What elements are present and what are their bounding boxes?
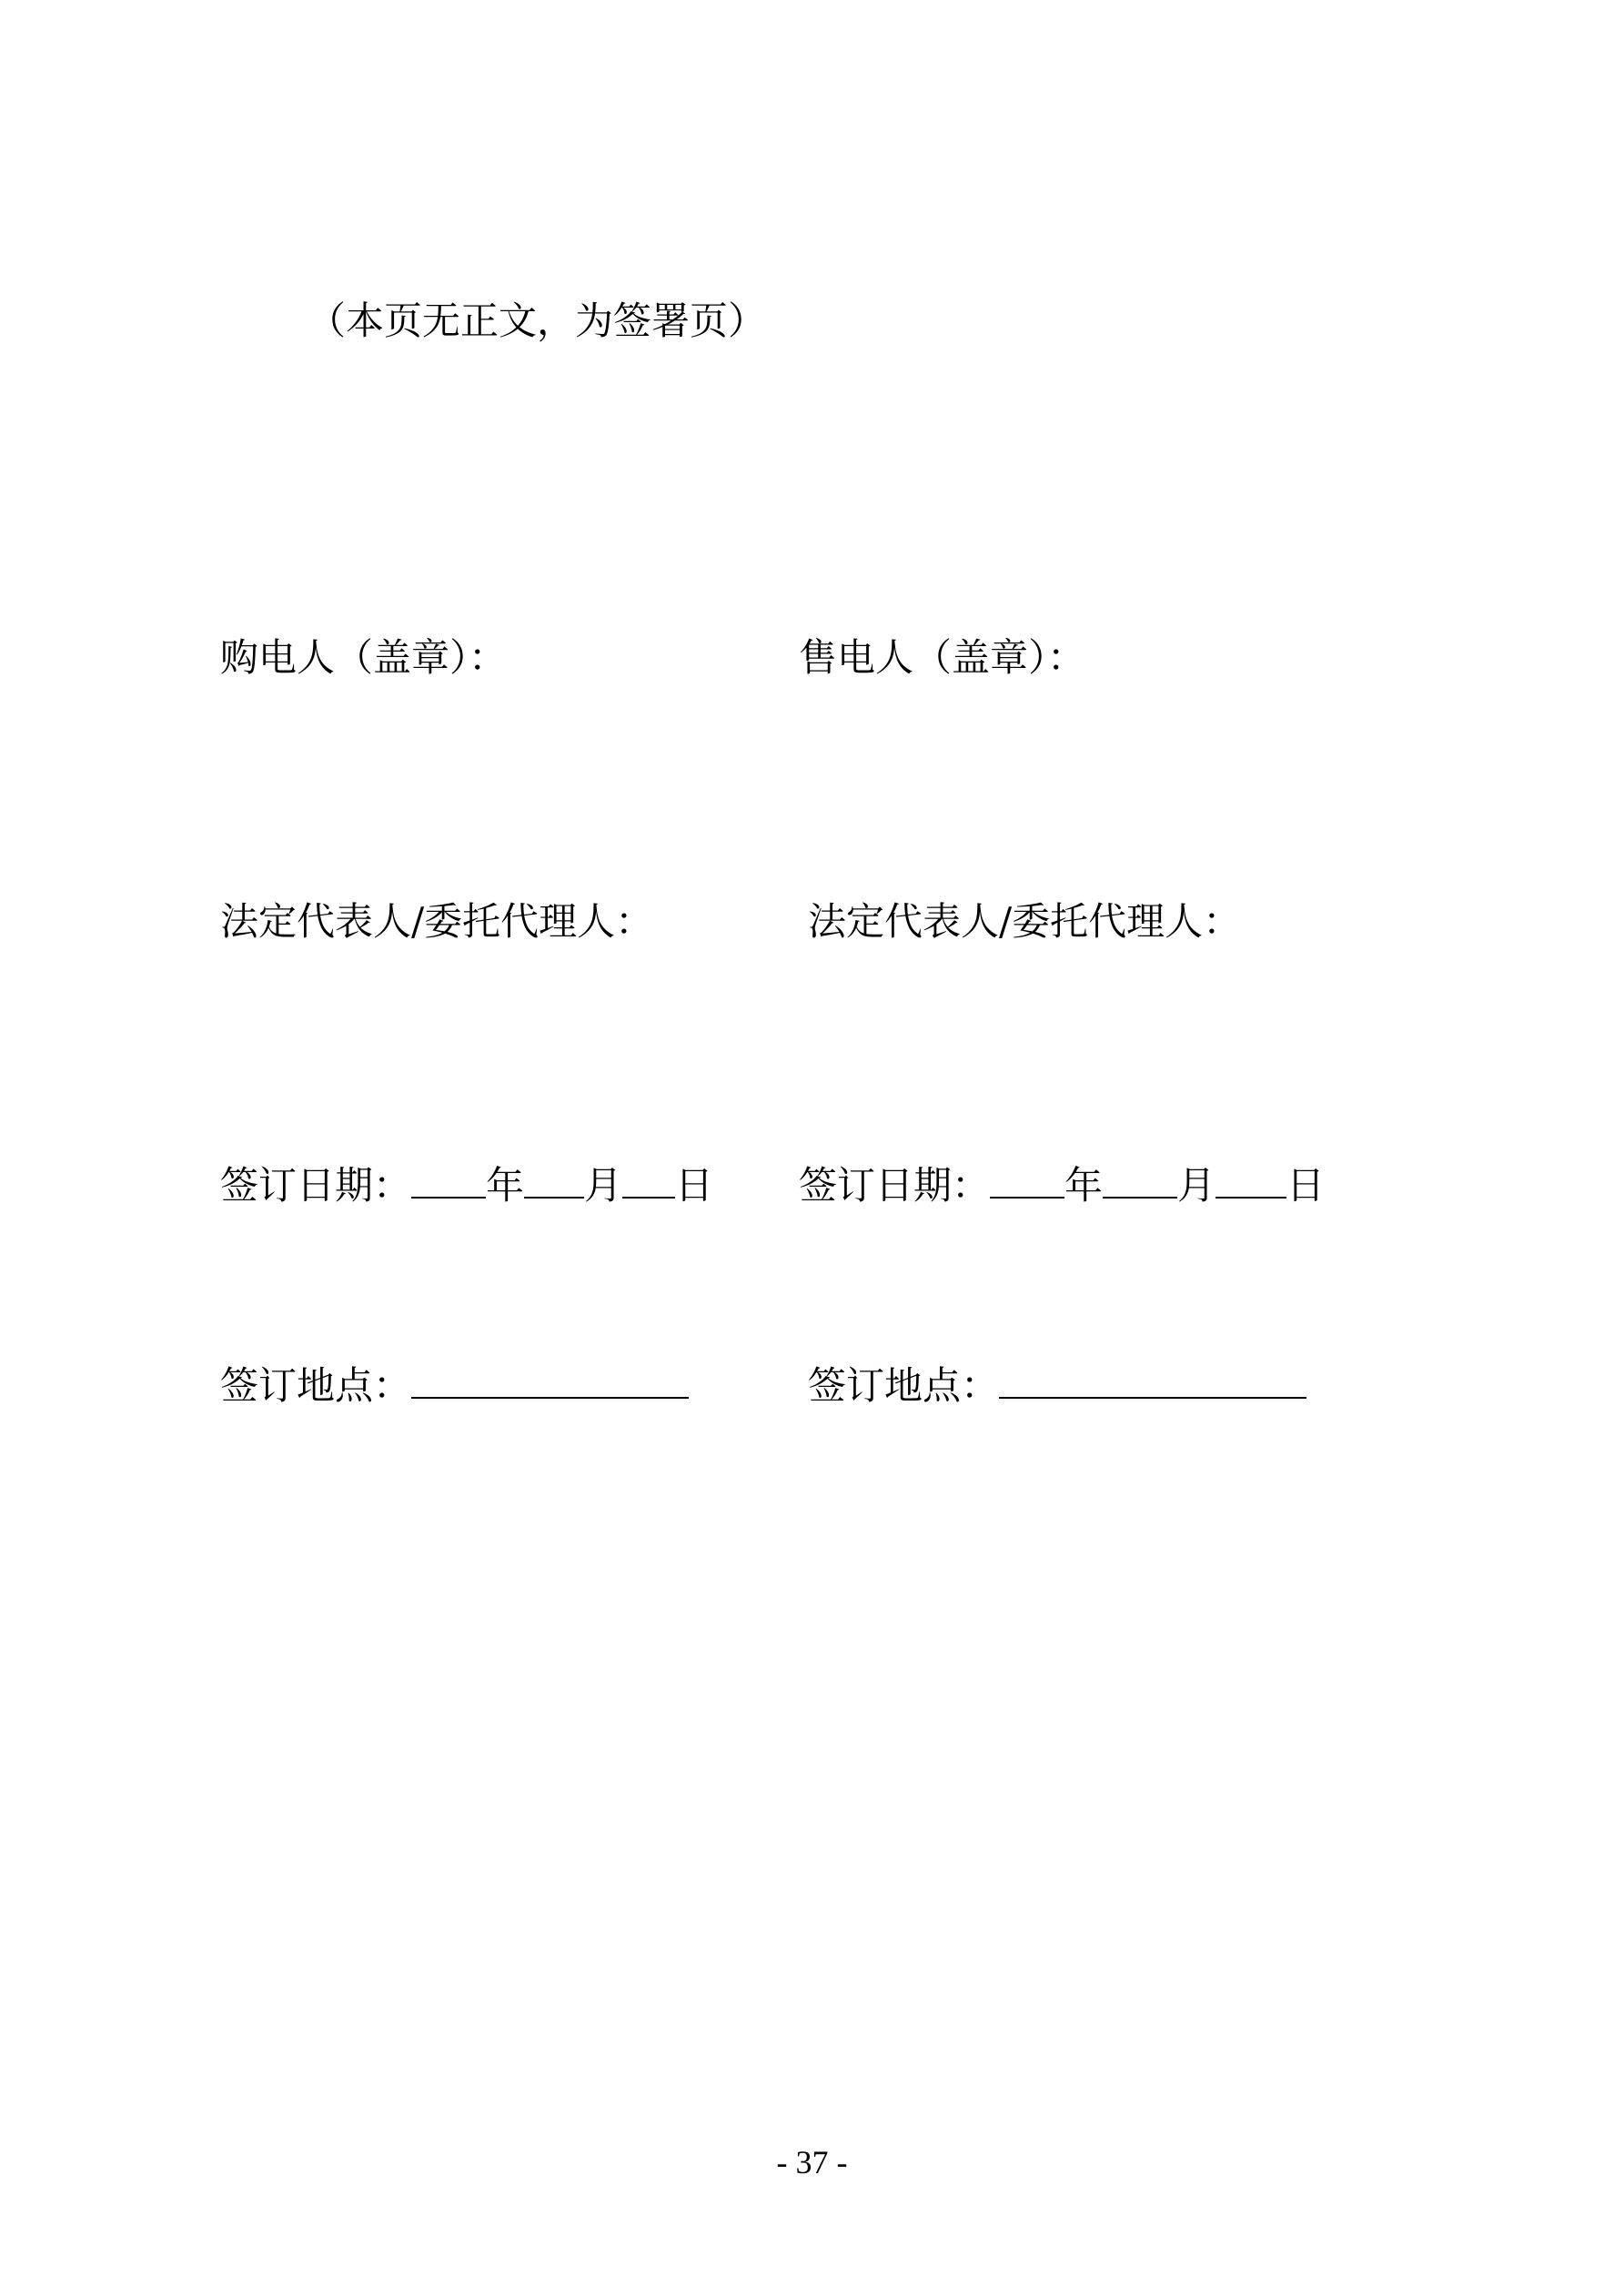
seller-sign-date-label: 签订日期：	[799, 1163, 991, 1208]
page-number: - 37 -	[776, 2144, 848, 2180]
buyer-month-label: 月	[584, 1163, 623, 1208]
seller-seal-label: 售电人（盖章）：	[799, 635, 1086, 680]
seller-sign-place	[808, 1360, 1306, 1411]
seller-year-blank[interactable]	[990, 1160, 1064, 1199]
buyer-sign-date	[220, 1160, 713, 1211]
buyer-month-blank[interactable]	[524, 1160, 584, 1199]
seller-sign-date	[799, 1160, 1325, 1211]
seller-day-label: 日	[1286, 1163, 1326, 1208]
buyer-seal-label: 购电人（盖章）：	[220, 635, 508, 680]
buyer-representative-label: 法定代表人/委托代理人：	[220, 899, 654, 944]
seller-sign-place-blank[interactable]	[999, 1360, 1306, 1399]
seller-sign-place-label: 签订地点：	[808, 1363, 1000, 1408]
buyer-sign-place-blank[interactable]	[411, 1360, 689, 1399]
buyer-sign-date-label: 签订日期：	[220, 1163, 412, 1208]
buyer-sign-place	[220, 1360, 689, 1411]
buyer-day-label: 日	[675, 1163, 714, 1208]
seller-day-blank[interactable]	[1215, 1160, 1286, 1199]
seller-month-label: 月	[1177, 1163, 1216, 1208]
seller-month-blank[interactable]	[1103, 1160, 1177, 1199]
buyer-day-blank[interactable]	[622, 1160, 675, 1199]
seller-year-label: 年	[1064, 1163, 1104, 1208]
buyer-year-label: 年	[486, 1163, 525, 1208]
no-body-notice: （本页无正文，为签署页）	[308, 298, 767, 343]
seller-representative-label: 法定代表人/委托代理人：	[808, 899, 1242, 944]
buyer-year-blank[interactable]	[411, 1160, 486, 1199]
buyer-sign-place-label: 签订地点：	[220, 1363, 412, 1408]
